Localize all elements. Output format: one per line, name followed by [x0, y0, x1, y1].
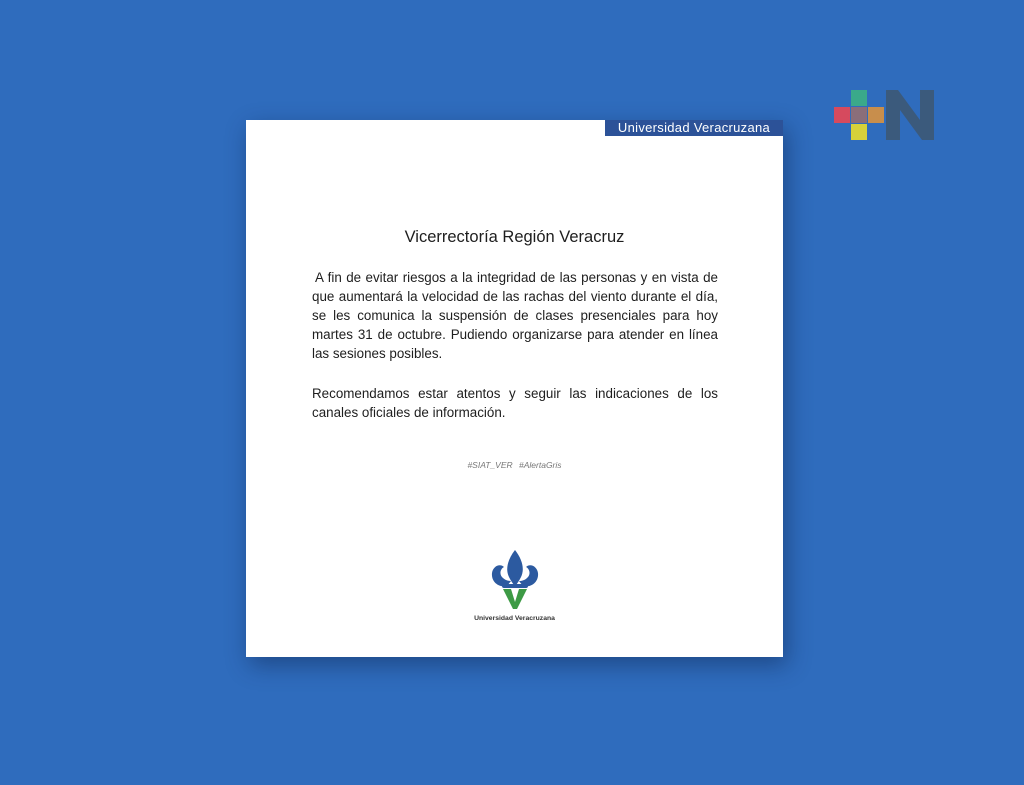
- plus-n-logo-icon: [834, 90, 936, 140]
- university-logo: [246, 548, 783, 622]
- hashtags: #SIAT_VER #AlertaGris: [467, 460, 562, 470]
- university-band: Universidad Veracruzana: [605, 120, 783, 136]
- announcement-title: Vicerrectoría Región Veracruz: [404, 228, 625, 246]
- announcement-paragraph-2: Recomendamos estar atentos y seguir las indicaciones de los canales oficiales de información.: [312, 386, 718, 420]
- announcement-card: [246, 120, 783, 657]
- announcement-paragraph-1: A fin de evitar riesgos a la integridad de las personas y en vista de que aumentará la velocidad de las rachas del viento durante el día, se les comunica la suspensión de clases presenciales para hoy martes 31 de octubre. Pudiendo organizarse para atender en línea las sesiones posibles.: [312, 270, 718, 361]
- logo-label: Universidad Veracruzana: [474, 615, 555, 622]
- fleur-de-lis-v-icon: [489, 548, 541, 612]
